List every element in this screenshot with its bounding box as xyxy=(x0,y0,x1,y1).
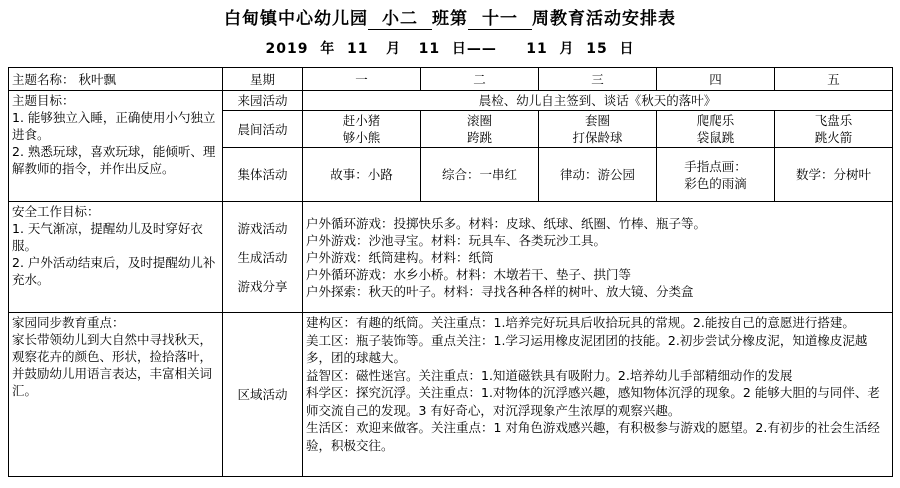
play-line: 户外游戏：沙池寻宝。材料：玩具车、各类玩沙工具。 xyxy=(306,232,607,248)
play-label: 生成活动 xyxy=(237,249,288,265)
week-suffix: 周教育活动安排表 xyxy=(532,9,676,29)
arrival-row xyxy=(9,91,893,111)
goals-title: 主题目标： xyxy=(12,93,75,108)
region-row xyxy=(9,313,893,477)
morning-cell xyxy=(303,111,421,148)
safety-item: 1. 天气渐凉，提醒幼儿及时穿好衣服。 xyxy=(12,221,203,253)
region-line: 益智区：磁性迷宫。关注重点：1.知道磁铁具有吸附力。2.培养幼儿手部精细动作的发展 xyxy=(306,367,793,383)
morning-activity: 赶小猪 xyxy=(342,113,381,128)
morning-cell xyxy=(421,111,539,148)
group-activity: 手指点画： 彩色的雨滴 xyxy=(657,148,775,202)
day-header-thu: 四 xyxy=(657,68,775,91)
theme-name: 主题名称： 秋叶飘 xyxy=(9,68,223,91)
morning-activity: 够小熊 xyxy=(342,130,381,145)
group-activity: 故事：小路 xyxy=(303,148,421,202)
region-content xyxy=(303,313,893,477)
play-label: 游戏分享 xyxy=(237,278,288,294)
safety-title: 安全工作目标： xyxy=(12,204,100,219)
morning-activity: 打保龄球 xyxy=(572,130,623,145)
goal-item: 2. 熟悉玩球，喜欢玩球，能倾听、理解教师的指令，并作出反应。 xyxy=(12,144,216,176)
safety-goals xyxy=(9,202,223,313)
morning-activity: 爬爬乐 xyxy=(696,113,735,128)
morning-activity: 跨跳 xyxy=(466,130,492,145)
play-label: 游戏活动 xyxy=(237,220,288,236)
region-line: 美工区：瓶子装饰等。重点关注：1.学习运用橡皮泥团团的技能。2.初步尝试分橡皮泥，知道橡皮泥越多，团的球越大。 xyxy=(306,332,868,365)
school-name: 白甸镇中心幼儿园 xyxy=(224,9,368,29)
weekday-header: 星期 xyxy=(223,68,303,91)
day-header-wed: 三 xyxy=(539,68,657,91)
region-line: 建构区：有趣的纸筒。关注重点：1.培养完好玩具后收拾玩具的常规。2.能按自己的意愿进行搭建。 xyxy=(306,315,855,330)
group-activity: 数学：分树叶 xyxy=(775,148,893,202)
theme-goals xyxy=(9,91,223,202)
play-line: 户外循环游戏：水乡小桥。材料：木墩若干、垫子、拱门等 xyxy=(306,266,632,282)
morning-activity: 飞盘乐 xyxy=(814,113,853,128)
class-name: 小二 xyxy=(368,4,432,30)
morning-cell xyxy=(775,111,893,148)
play-line: 户外探索：秋天的叶子。材料：寻找各种各样的树叶、放大镜、分类盒 xyxy=(306,283,694,299)
week-number: 十一 xyxy=(468,4,532,30)
play-line: 户外循环游戏：投掷快乐多。材料：皮球、纸球、纸圈、竹棒、瓶子等。 xyxy=(306,215,707,231)
morning-activity: 跳火箭 xyxy=(814,130,853,145)
region-line: 科学区：探究沉浮。关注重点：1.对物体的沉浮感兴趣，感知物体沉浮的现象。2 能够大胆的与同伴、老师交流自己的发现。3 有好奇心，对沉浮现象产生浓厚的观察兴趣。 xyxy=(306,385,880,418)
family-focus xyxy=(9,313,223,477)
play-row xyxy=(9,202,893,313)
day-header-mon: 一 xyxy=(303,68,421,91)
play-content xyxy=(303,202,893,313)
arrival-content: 晨检、幼儿自主签到、谈话《秋天的落叶》 xyxy=(303,91,893,111)
page-title xyxy=(0,4,900,30)
play-labels xyxy=(223,202,303,313)
morning-activity: 滚圈 xyxy=(466,113,492,128)
arrival-label: 来园活动 xyxy=(223,91,303,111)
safety-item: 2. 户外活动结束后，及时提醒幼儿补充水。 xyxy=(12,255,216,287)
morning-activity: 袋鼠跳 xyxy=(696,130,735,145)
group-activity: 律动：游公园 xyxy=(539,148,657,202)
family-text: 家长带领幼儿到大自然中寻找秋天，观察花卉的颜色、形状，捡拾落叶，并鼓励幼儿用语言表达，丰富相关词汇。 xyxy=(12,332,213,398)
family-title: 家园同步教育重点： xyxy=(12,315,125,330)
region-line: 生活区：欢迎来做客。关注重点：1 对角色游戏感兴趣，有积极参与游戏的愿望。2.有初步的社会生活经验，积极交往。 xyxy=(306,420,880,453)
play-line: 户外游戏：纸筒建构。材料：纸筒 xyxy=(306,249,494,265)
date-range: 2019 年 11 月 11 日—— 11 月 15 日 xyxy=(265,41,635,57)
region-label: 区域活动 xyxy=(223,313,303,477)
morning-cell xyxy=(657,111,775,148)
day-header-fri: 五 xyxy=(775,68,893,91)
class-suffix: 班第 xyxy=(432,9,468,29)
group-activity: 综合：一串红 xyxy=(421,148,539,202)
group-label: 集体活动 xyxy=(223,148,303,202)
morning-label: 晨间活动 xyxy=(223,111,303,148)
morning-cell xyxy=(539,111,657,148)
day-header-tue: 二 xyxy=(421,68,539,91)
goal-item: 1. 能够独立入睡，正确使用小勺独立进食。 xyxy=(12,110,216,142)
morning-activity: 套圈 xyxy=(584,113,610,128)
header-row xyxy=(9,68,893,91)
schedule-table xyxy=(8,67,893,477)
